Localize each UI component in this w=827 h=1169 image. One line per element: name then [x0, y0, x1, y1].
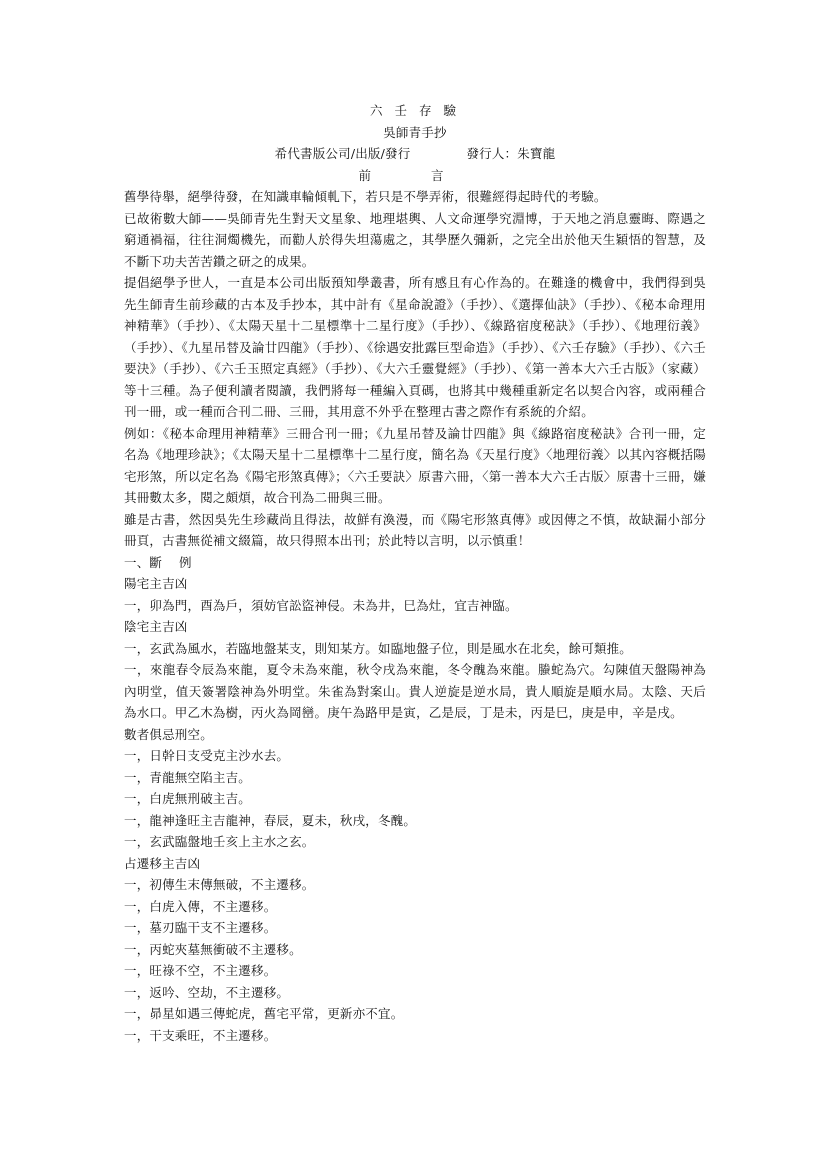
paragraph: 提倡絕學予世人，一直是本公司出版預知學叢書，所有感且有心作為的。在難逢的機會中，我們得到吳先生師青生前珍藏的古本及手抄本，其中計有《星命說證》（手抄）、《選擇仙訣》（手抄）、《秘本命理用神精華》（手抄）、《太陽天星十二星標準十二星行度》（手抄）、《線路宿度秘訣》（手抄）、《地理衍義》（手抄）、《九星吊替及論廿四龍》（手抄）、《徐遇安批露巨型命造》（手抄）、《六壬存驗》（手抄）、《六壬要決》（手抄）、《六壬玉照定真經》（手抄）、《大六壬靈覺經》（手抄）、《第一善本大六壬古版》（家藏）等十三種。為子便利讀者閱讀，我們將每一種編入頁碼，也將其中幾種重新定名以契合內容，或兩種合刊一冊，或一種而合刊二冊、三冊，其用意不外乎在整理古書之際作有系統的介紹。 — [124, 275, 706, 419]
list-item: 一，初傳生末傳無破，不主遷移。 — [124, 877, 315, 892]
list-item: 數者俱忌刑空。 — [124, 726, 213, 742]
document-page — [124, 100, 706, 1046]
publisher: 希代書版公司/出版/發行 — [274, 146, 411, 161]
author-line: 吳師青手抄 — [383, 124, 447, 140]
list-item: 一，青龍無空陷主吉。 — [124, 769, 252, 785]
list-item: 一，玄武臨盤地壬亥上主水之玄。 — [124, 834, 315, 849]
list-item: 一，龍神逢旺主吉龍神，春辰，夏未，秋戌，冬醜。 — [124, 812, 417, 828]
paragraph: 已故術數大師——吳師青先生對天文星象、地理堪輿、人文命運學究淵博，于天地之消息靈晦、際遇之窮通禍福，往往洞燭機先，而勸人於得失坦蕩處之，其學歷久彌新，之完全出於他天生穎悟的智慧，及不斷下功夫苦苦鑽之研之的成果。 — [124, 210, 706, 269]
subheading: 陰宅主吉凶 — [124, 619, 188, 634]
list-item: 一，日幹日支受克主沙水去。 — [124, 748, 290, 763]
list-item: 一，白虎無刑破主吉。 — [124, 791, 252, 806]
issuer: 發行人：朱寶龍 — [466, 146, 556, 161]
document-title: 六 壬 存 驗 — [370, 103, 460, 118]
list-item: 一，白虎入傳，不主遷移。 — [124, 898, 277, 914]
list-item: 一，丙蛇夾墓無衝破不主遷移。 — [124, 941, 302, 957]
paragraph: 例如：《秘本命理用神精華》三冊合刊一冊；《九星吊替及論廿四龍》與《線路宿度秘訣》合刊一冊，定名為《地理珍訣》；《太陽天星十二星標準十二星行度，簡名為《天星行度》〈地理衍義〉以其內容概括陽宅形煞，所以定名為《陽宅形煞真傳》；〈六壬要訣〉原書六冊，〈第一善本大六壬古版〉原書十三冊，嫌其冊數太多，閱之頗煩，故合刊為二冊與三冊。 — [124, 425, 706, 505]
publisher-line — [124, 143, 706, 165]
paragraph: 舊學待舉，絕學待發，在知識車輪傾軋下，若只是不學弄術，很難經得起時代的考驗。 — [124, 189, 607, 204]
subheading: 陽宅主吉凶 — [124, 576, 188, 591]
list-item: 一，返吟、空劫，不主遷移。 — [124, 984, 290, 1000]
list-item: 一，來龍春令辰為來龍，夏令未為來龍，秋令戌為來龍，冬令醜為來龍。螣蛇為穴。勾陳值天盤陽神為內明堂，值天簽署陰神為外明堂。朱雀為對案山。貴人逆旋是逆水局，貴人順旋是順水局。太陰、天后為水口。甲乙木為樹，丙火為岡巒。庚午為路甲是寅，乙是辰，丁是未，丙是巳，庚是申，辛是戌。 — [124, 662, 706, 720]
list-item: 一，旺祿不空，不主遷移。 — [124, 963, 277, 978]
foreword-heading: 前 言 — [358, 167, 472, 183]
list-item: 一，卯為門，酉為戶，須妨官訟盜神侵。未為井，巳為灶，宜吉神臨。 — [124, 597, 518, 613]
list-item: 一，昴星如遇三傳蛇虎，舊宅平常，更新亦不宜。 — [124, 1006, 404, 1021]
list-item: 一，玄武為風水，若臨地盤某支，則知某方。如臨地盤子位，則是風水在北矣，餘可類推。 — [124, 640, 633, 656]
list-item: 一，干支乘旺，不主遷移。 — [124, 1027, 277, 1043]
paragraph: 雖是古書，然因吳先生珍藏尚且得法，故鮮有渙漫，而《陽宅形煞真傳》或因傳之不慎，故缺漏小部分冊頁，古書無從補文綴篇，故只得照本出刊；於此特以言明，以示慎重！ — [124, 511, 706, 548]
section-heading: 一、斷 例 — [124, 554, 192, 570]
list-item: 一，墓刃臨干支不主遷移。 — [124, 920, 277, 935]
subheading: 占遷移主吉凶 — [124, 855, 201, 871]
